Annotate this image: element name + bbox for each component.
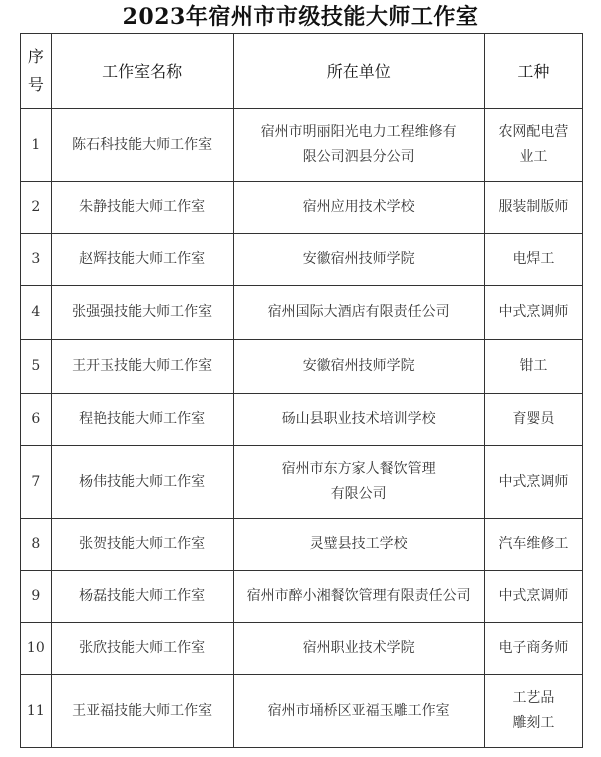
header-trade: 工种 [484, 34, 582, 109]
page-title: 2023年宿州市市级技能大师工作室 [122, 4, 479, 30]
row-trade-line2: 业工 [519, 149, 548, 165]
row-unit [233, 109, 484, 182]
row-trade: 电子商务师 [484, 623, 582, 675]
row-studio-name: 陈石科技能大师工作室 [51, 109, 233, 182]
row-studio-name: 赵辉技能大师工作室 [51, 234, 233, 286]
row-trade: 钳工 [484, 340, 582, 394]
table-row [21, 182, 583, 234]
row-trade: 电焊工 [484, 234, 582, 286]
header-seq-line2: 号 [27, 75, 44, 94]
row-trade-line2: 雕刻工 [512, 715, 555, 731]
row-unit [233, 446, 484, 519]
row-seq: 10 [21, 623, 52, 675]
table-row [21, 519, 583, 571]
table-row [21, 109, 583, 182]
row-unit: 宿州市埇桥区亚福玉雕工作室 [233, 675, 484, 748]
row-trade: 服装制版师 [484, 182, 582, 234]
row-studio-name: 张欣技能大师工作室 [51, 623, 233, 675]
row-seq: 8 [21, 519, 52, 571]
row-unit-line1: 宿州市明丽阳光电力工程维修有 [260, 124, 457, 140]
row-unit: 宿州国际大酒店有限责任公司 [233, 286, 484, 340]
table-row [21, 571, 583, 623]
row-unit: 砀山县职业技术培训学校 [233, 394, 484, 446]
row-seq: 4 [21, 286, 52, 340]
row-trade: 中式烹调师 [484, 286, 582, 340]
table-row [21, 394, 583, 446]
row-seq: 7 [21, 446, 52, 519]
table-row [21, 623, 583, 675]
table-row [21, 446, 583, 519]
table-row [21, 340, 583, 394]
row-trade: 汽车维修工 [484, 519, 582, 571]
row-studio-name: 张贺技能大师工作室 [51, 519, 233, 571]
row-trade: 中式烹调师 [484, 446, 582, 519]
row-unit-line1: 宿州市东方家人餐饮管理 [281, 461, 436, 477]
row-trade-line1: 工艺品 [512, 690, 555, 706]
row-unit: 宿州职业技术学院 [233, 623, 484, 675]
table-row [21, 675, 583, 748]
row-unit: 安徽宿州技师学院 [233, 234, 484, 286]
row-unit-line2: 限公司泗县分公司 [302, 149, 415, 165]
row-unit-line2: 有限公司 [330, 486, 387, 502]
header-seq-line1: 序 [27, 47, 44, 66]
table-header-row [21, 34, 583, 109]
header-unit: 所在单位 [233, 34, 484, 109]
header-seq [21, 34, 52, 109]
row-trade: 育婴员 [484, 394, 582, 446]
row-seq: 9 [21, 571, 52, 623]
row-unit: 宿州市醉小湘餐饮管理有限责任公司 [233, 571, 484, 623]
row-studio-name: 张强强技能大师工作室 [51, 286, 233, 340]
row-studio-name: 杨伟技能大师工作室 [51, 446, 233, 519]
table-row [21, 234, 583, 286]
row-unit: 安徽宿州技师学院 [233, 340, 484, 394]
row-seq: 3 [21, 234, 52, 286]
row-studio-name: 王亚福技能大师工作室 [51, 675, 233, 748]
row-seq: 5 [21, 340, 52, 394]
table-row [21, 286, 583, 340]
row-trade-line1: 农网配电营 [498, 124, 569, 140]
row-seq: 2 [21, 182, 52, 234]
row-studio-name: 朱静技能大师工作室 [51, 182, 233, 234]
row-unit: 灵璧县技工学校 [233, 519, 484, 571]
row-unit: 宿州应用技术学校 [233, 182, 484, 234]
row-studio-name: 杨磊技能大师工作室 [51, 571, 233, 623]
studio-roster-table [20, 33, 583, 748]
row-trade: 中式烹调师 [484, 571, 582, 623]
row-seq: 11 [21, 675, 52, 748]
row-studio-name: 王开玉技能大师工作室 [51, 340, 233, 394]
row-seq: 1 [21, 109, 52, 182]
row-studio-name: 程艳技能大师工作室 [51, 394, 233, 446]
row-trade [484, 675, 582, 748]
header-name: 工作室名称 [51, 34, 233, 109]
row-seq: 6 [21, 394, 52, 446]
row-trade [484, 109, 582, 182]
